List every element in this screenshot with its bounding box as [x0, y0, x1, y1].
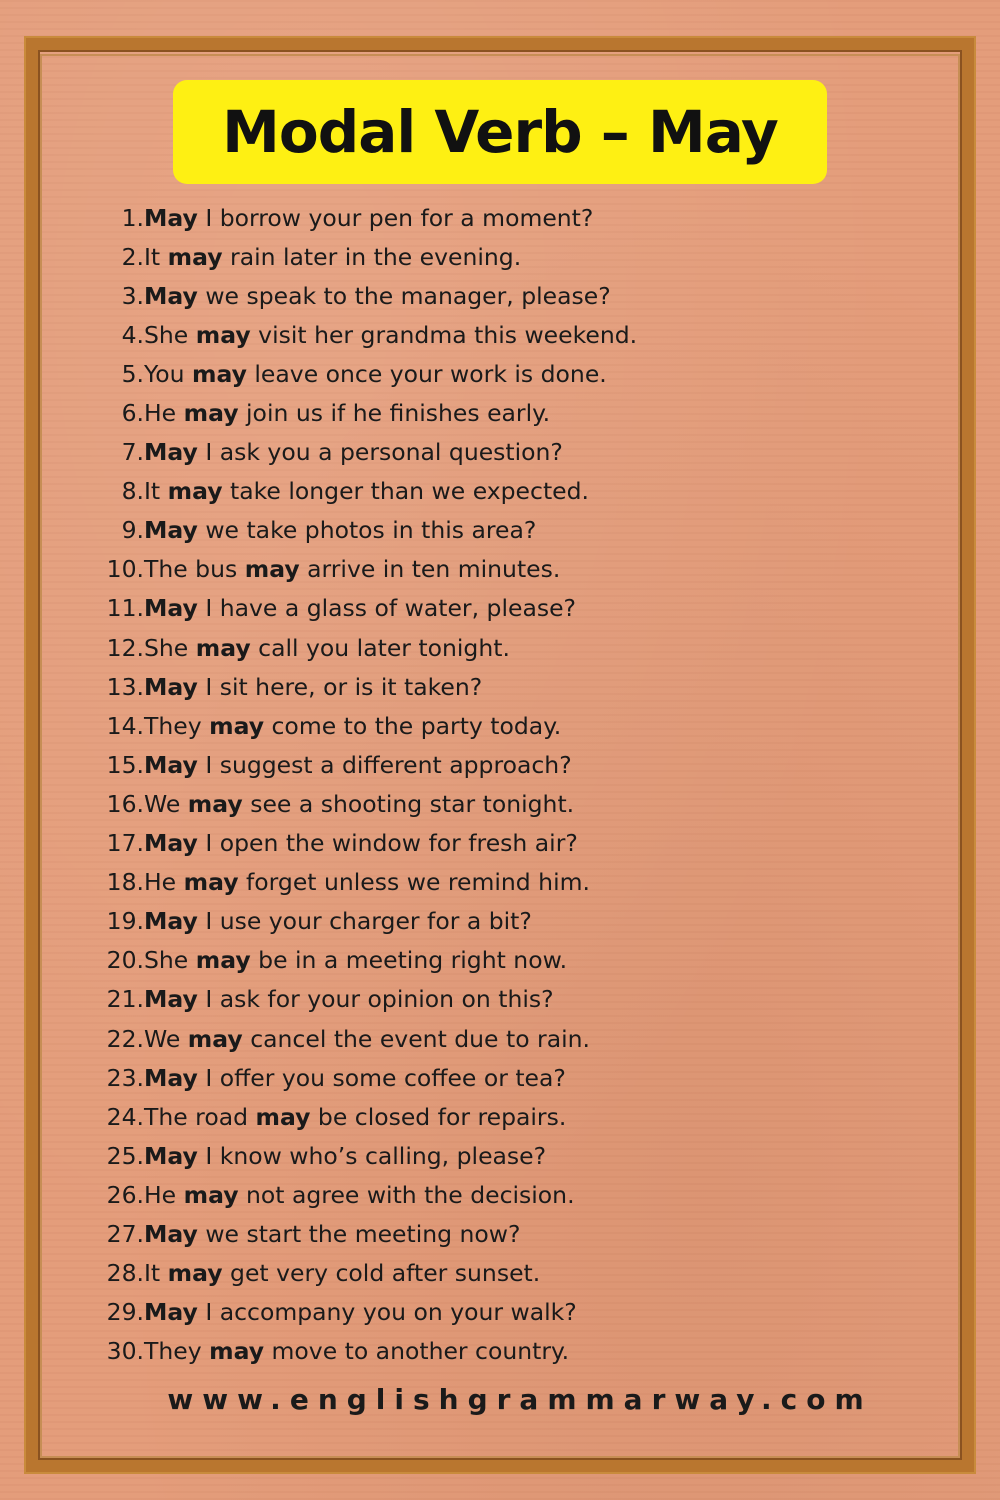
list-item: [90, 1254, 910, 1293]
sentence-text: [144, 360, 607, 388]
sentence-suffix: we take photos in this area?: [197, 516, 537, 545]
sentence-suffix: we speak to the manager, please?: [197, 281, 611, 310]
item-number: 4.: [121, 320, 144, 349]
sentence-suffix: cancel the event due to rain.: [242, 1024, 591, 1053]
modal-keyword: may: [183, 1180, 239, 1209]
sentence-text: [144, 1142, 546, 1170]
item-number: 20.: [106, 946, 144, 975]
list-item: [90, 745, 910, 784]
website-footer: www.englishgrammarway.com: [167, 1383, 873, 1416]
list-item: [90, 980, 910, 1019]
sentence-text: [144, 868, 590, 896]
sentence-suffix: not agree with the decision.: [238, 1180, 575, 1209]
sentence-suffix: I ask you a personal question?: [197, 438, 563, 467]
item-number: 7.: [121, 438, 144, 467]
sentence-suffix: I know who’s calling, please?: [197, 1141, 547, 1170]
sentence-text: [144, 321, 637, 349]
sentence-text: [144, 1259, 540, 1287]
item-number: 1.: [121, 203, 144, 232]
item-number: 25.: [106, 1141, 144, 1170]
list-item: [90, 941, 910, 980]
list-item: [90, 667, 910, 706]
sentence-prefix: He: [144, 1180, 184, 1209]
modal-keyword: may: [167, 1259, 223, 1288]
modal-keyword: may: [183, 399, 239, 428]
sentence-text: [144, 1025, 590, 1053]
modal-keyword: may: [195, 320, 251, 349]
sentence-suffix: be in a meeting right now.: [250, 946, 568, 975]
modal-keyword: may: [183, 868, 239, 897]
modal-keyword: May: [144, 750, 198, 779]
sentence-text: [144, 282, 611, 310]
modal-keyword: may: [195, 946, 251, 975]
sentence-suffix: join us if he finishes early.: [238, 399, 551, 428]
sentence-prefix: We: [144, 1024, 188, 1053]
item-number: 30.: [106, 1337, 144, 1366]
sentence-suffix: be closed for repairs.: [310, 1102, 567, 1131]
list-item: [90, 706, 910, 745]
item-number: 15.: [106, 750, 144, 779]
modal-keyword: may: [195, 633, 251, 662]
list-item: [90, 550, 910, 589]
list-item: [90, 902, 910, 941]
sentence-suffix: I accompany you on your walk?: [197, 1298, 577, 1327]
list-item: [90, 472, 910, 511]
sentence-suffix: get very cold after sunset.: [222, 1259, 541, 1288]
modal-keyword: may: [209, 1337, 265, 1366]
modal-keyword: May: [144, 1063, 198, 1092]
modal-keyword: May: [144, 829, 198, 858]
sentence-prefix: She: [144, 320, 196, 349]
list-item: [90, 784, 910, 823]
item-number: 21.: [106, 985, 144, 1014]
item-number: 11.: [106, 594, 144, 623]
item-number: 14.: [106, 711, 144, 740]
list-item: [90, 1097, 910, 1136]
sentence-suffix: I ask for your opinion on this?: [197, 985, 554, 1014]
modal-keyword: May: [144, 1219, 198, 1248]
sentence-suffix: arrive in ten minutes.: [299, 555, 561, 584]
modal-keyword: May: [144, 907, 198, 936]
item-number: 19.: [106, 907, 144, 936]
sentence-suffix: I open the window for fresh air?: [197, 829, 578, 858]
item-number: 24.: [106, 1102, 144, 1131]
sentence-prefix: It: [144, 477, 168, 506]
item-number: 17.: [106, 829, 144, 858]
sentence-text: [144, 243, 521, 271]
sentence-prefix: They: [144, 711, 210, 740]
sentence-text: [144, 1064, 566, 1092]
sentence-suffix: I sit here, or is it taken?: [197, 672, 483, 701]
sentence-text: [144, 946, 567, 974]
list-item: [90, 1058, 910, 1097]
modal-keyword: may: [167, 242, 223, 271]
item-number: 9.: [121, 516, 144, 545]
sentence-text: [144, 985, 554, 1013]
sentence-suffix: I suggest a different approach?: [197, 750, 572, 779]
list-item: [90, 628, 910, 667]
modal-keyword: may: [187, 789, 243, 818]
sentence-text: [144, 1220, 521, 1248]
item-number: 13.: [106, 672, 144, 701]
list-item: [90, 511, 910, 550]
sentence-text: [144, 516, 536, 544]
sentence-suffix: call you later tonight.: [250, 633, 510, 662]
item-number: 2.: [121, 242, 144, 271]
modal-keyword: May: [144, 985, 198, 1014]
sentence-prefix: They: [144, 1337, 210, 1366]
sentence-suffix: take longer than we expected.: [222, 477, 589, 506]
modal-keyword: may: [187, 1024, 243, 1053]
sentence-prefix: She: [144, 946, 196, 975]
sentence-suffix: we start the meeting now?: [197, 1219, 521, 1248]
sentence-suffix: see a shooting star tonight.: [242, 789, 575, 818]
item-number: 23.: [106, 1063, 144, 1092]
modal-keyword: May: [144, 1298, 198, 1327]
modal-keyword: May: [144, 281, 198, 310]
sentence-suffix: rain later in the evening.: [222, 242, 522, 271]
sentence-text: [144, 634, 510, 662]
sentence-prefix: We: [144, 789, 188, 818]
item-number: 3.: [121, 281, 144, 310]
modal-keyword: may: [191, 359, 247, 388]
item-number: 26.: [106, 1180, 144, 1209]
modal-keyword: May: [144, 438, 198, 467]
title-banner: [173, 80, 827, 184]
sentence-prefix: The road: [144, 1102, 256, 1131]
sentence-text: [144, 1298, 577, 1326]
sentence-text: [144, 399, 550, 427]
item-number: 27.: [106, 1219, 144, 1248]
sentence-suffix: I offer you some coffee or tea?: [197, 1063, 566, 1092]
sentence-prefix: He: [144, 399, 184, 428]
list-item: [90, 315, 910, 354]
item-number: 16.: [106, 789, 144, 818]
modal-keyword: may: [167, 477, 223, 506]
item-number: 22.: [106, 1024, 144, 1053]
sentence-text: [144, 712, 561, 740]
modal-keyword: may: [209, 711, 265, 740]
sentence-prefix: It: [144, 1259, 168, 1288]
sentence-prefix: She: [144, 633, 196, 662]
sentence-text: [144, 204, 593, 232]
sentence-suffix: come to the party today.: [264, 711, 562, 740]
list-item: [90, 393, 910, 432]
sentence-text: [144, 907, 532, 935]
sentence-text: [144, 790, 574, 818]
list-item: [90, 1332, 910, 1371]
sentence-text: [144, 1337, 569, 1365]
sentence-text: [144, 1181, 575, 1209]
modal-keyword: may: [244, 555, 300, 584]
sentence-suffix: forget unless we remind him.: [238, 868, 590, 897]
sentence-prefix: The bus: [144, 555, 245, 584]
sentence-prefix: You: [144, 359, 192, 388]
item-number: 10.: [106, 555, 144, 584]
sentence-suffix: I have a glass of water, please?: [197, 594, 577, 623]
item-number: 18.: [106, 868, 144, 897]
list-item: [90, 589, 910, 628]
modal-keyword: May: [144, 594, 198, 623]
list-item: [90, 198, 910, 237]
list-item: [90, 824, 910, 863]
sentence-prefix: He: [144, 868, 184, 897]
page-title: Modal Verb – May: [222, 98, 778, 166]
sentence-text: [144, 829, 578, 857]
list-item: [90, 1293, 910, 1332]
list-item: [90, 276, 910, 315]
item-number: 28.: [106, 1259, 144, 1288]
item-number: 5.: [121, 359, 144, 388]
list-item: [90, 863, 910, 902]
list-item: [90, 354, 910, 393]
sentence-text: [144, 673, 482, 701]
sentence-list: [90, 198, 910, 1371]
sentence-text: [144, 477, 589, 505]
list-item: [90, 1175, 910, 1214]
modal-keyword: May: [144, 203, 198, 232]
sentence-suffix: leave once your work is done.: [246, 359, 607, 388]
item-number: 29.: [106, 1298, 144, 1327]
list-item: [90, 433, 910, 472]
sentence-text: [144, 594, 576, 622]
list-item: [90, 237, 910, 276]
sentence-suffix: I use your charger for a bit?: [197, 907, 532, 936]
sentence-prefix: It: [144, 242, 168, 271]
sentence-text: [144, 751, 572, 779]
list-item: [90, 1136, 910, 1175]
sentence-suffix: I borrow your pen for a moment?: [197, 203, 594, 232]
sentence-text: [144, 438, 563, 466]
sentence-suffix: move to another country.: [264, 1337, 570, 1366]
item-number: 8.: [121, 477, 144, 506]
modal-keyword: may: [255, 1102, 311, 1131]
sentence-suffix: visit her grandma this weekend.: [250, 320, 638, 349]
modal-keyword: May: [144, 1141, 198, 1170]
item-number: 6.: [121, 399, 144, 428]
item-number: 12.: [106, 633, 144, 662]
modal-keyword: May: [144, 516, 198, 545]
list-item: [90, 1019, 910, 1058]
list-item: [90, 1214, 910, 1253]
sentence-text: [144, 555, 560, 583]
sentence-text: [144, 1103, 566, 1131]
modal-keyword: May: [144, 672, 198, 701]
